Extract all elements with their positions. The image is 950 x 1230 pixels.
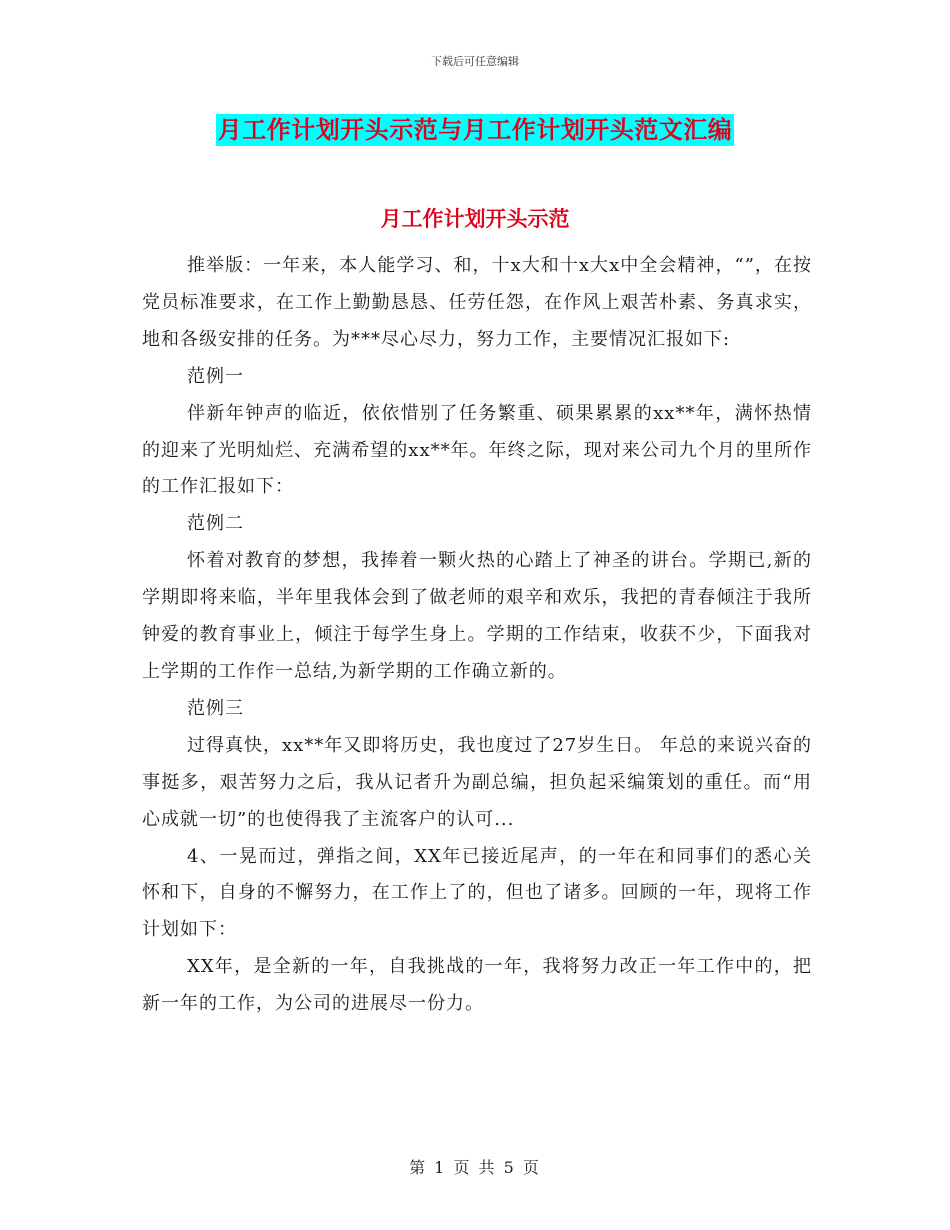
paragraph-intro: 推举版：一年来，本人能学习、和，十x大和十x大x中全会精神，“”，在按党员标准要求，在工作上勤勤恳恳、任劳任怨，在作风上艰苦朴素、务真求实，地和各级安排的任务。为***尽心尽力，努力工作，主要情况汇报如下: [142,255,812,350]
document-body [142,248,812,1023]
paragraph-new-year: XX年，是全新的一年，自我挑战的一年，我将努力改正一年工作中的，把新一年的工作，为公司的进展尽一份力。 [142,956,812,1015]
page-header-note: 下载后可任意编辑 [431,55,519,68]
page-number-indicator: 第 1 页 共 5 页 [409,1158,541,1177]
document-title-container [0,114,950,146]
document-title: 月工作计划开头示范与月工作计划开头范文汇编 [217,115,733,144]
paragraph-item-four: 4、一晃而过，弹指之间，XX年已接近尾声，的一年在和同事们的悉心关怀和下，自身的不懈努力，在工作上了的，但也了诸多。回顾的一年，现将工作计划如下： [142,845,812,941]
paragraph-example-three: 过得真快，xx**年又即将历史，我也度过了27岁生日。 年总的来说兴奋的事挺多，艰苦努力之后，我从记者升为副总编，担负起采编策划的重任。而“用心成就一切”的也使得我了主流客户的认可... [142,734,812,830]
heading-example-two: 范例二 [187,513,244,535]
heading-example-three: 范例三 [187,697,244,719]
paragraph-example-one: 伴新年钟声的临近，依依惜别了任务繁重、硕果累累的xx**年，满怀热情的迎来了光明灿烂、充满希望的xx**年。年终之际，现对来公司九个月的里所作的工作汇报如下： [142,402,812,498]
heading-example-one: 范例一 [187,365,244,387]
paragraph-example-two: 怀着对教育的梦想，我捧着一颗火热的心踏上了神圣的讲台。学期已,新的学期即将来临，半年里我体会到了做老师的艰辛和欢乐，我把的青春倾注于我所钟爱的教育事业上，倾注于每学生身上。学期的工作结束，收获不少，下面我对上学期的工作作一总结,为新学期的工作确立新的。 [142,550,812,682]
section-title: 月工作计划开头示范 [380,206,570,231]
